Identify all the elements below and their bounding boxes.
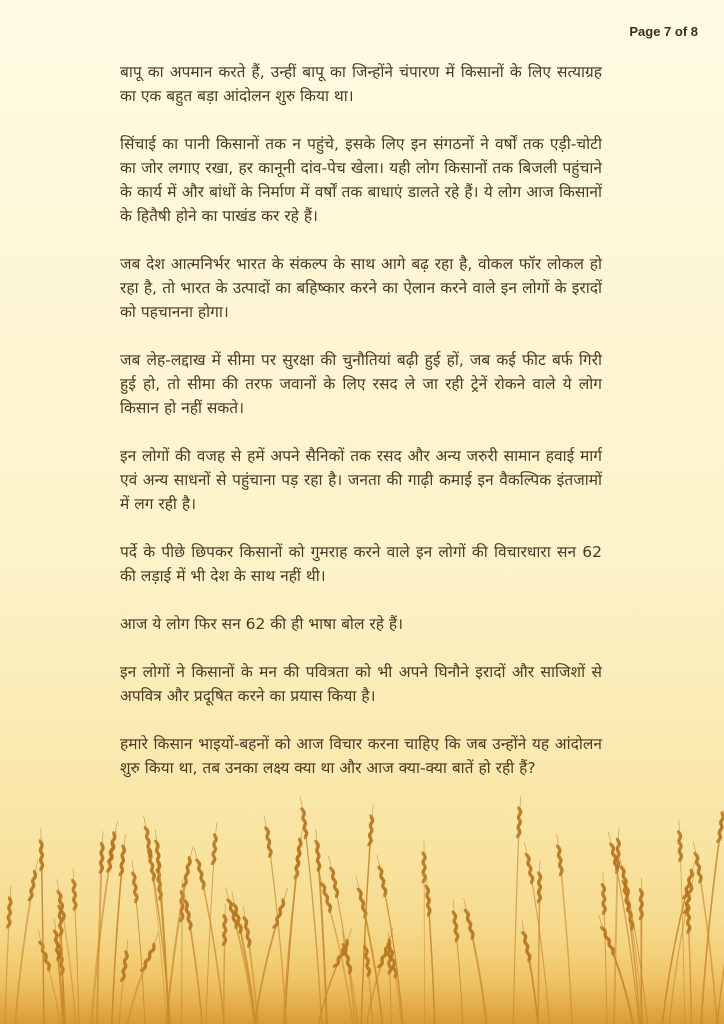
paragraph-2: सिंचाई का पानी किसानों तक न पहुंचे, इसके लिए इन संगठनों ने वर्षों तक एड़ी-चोटी का जोर लगाए रखा, हर कानूनी दांव-पेच खेला। यही लोग किसानों तक बिजली पहुंचाने के कार्य में और बांधों के निर्माण में वर्षों तक बाधाएं डालते रहे हैं। ये लोग आज किसानों के हितैषी होने का पाखंड कर रहे हैं।	[120, 135, 602, 225]
paragraph-3: जब देश आत्मनिर्भर भारत के संकल्प के साथ आगे बढ़ रहा है, वोकल फॉर लोकल हो रहा है, तो भारत के उत्पादों का बहिष्कार करने का ऐलान करने वाले इन लोगों के इरादों को पहचानना होगा।	[120, 255, 602, 321]
paragraph-4: जब लेह-लद्दाख में सीमा पर सुरक्षा की चुनौतियां बढ़ी हुई हों, जब कई फीट बर्फ गिरी हुई हो, तो सीमा की तरफ जवानों के लिए रसद ले जा रही ट्रेनें रोकने वाले ये लोग किसान हो नहीं सकते।	[120, 351, 602, 417]
paragraph-9: हमारे किसान भाइयों-बहनों को आज विचार करना चाहिए कि जब उन्होंने यह आंदोलन शुरु किया था, तब उनका लक्ष्य क्या था और आज क्या-क्या बातें हो रही हैं?	[120, 735, 602, 777]
document-body	[120, 60, 602, 804]
paragraph-1: बापू का अपमान करते हैं, उन्हीं बापू का जिन्होंने चंपारण में किसानों के लिए सत्याग्रह का एक बहुत बड़ा आंदोलन शुरु किया था।	[120, 63, 602, 105]
paragraph-8: इन लोगों ने किसानों के मन की पवित्रता को भी अपने घिनौने इरादों और साजिशों से अपवित्र और प्रदूषित करने का प्रयास किया है।	[120, 663, 602, 705]
paragraph-6: पर्दे के पीछे छिपकर किसानों को गुमराह करने वाले इन लोगों की विचारधारा सन 62 की लड़ाई में भी देश के साथ नहीं थी।	[120, 543, 602, 585]
page-number: Page 7 of 8	[629, 24, 698, 39]
wheat-field-illustration	[0, 784, 724, 1024]
paragraph-5: इन लोगों की वजह से हमें अपने सैनिकों तक रसद और अन्य जरुरी सामान हवाई मार्ग एवं अन्य साधनों से पहुंचाना पड़ रहा है। जनता की गाढ़ी कमाई इन वैकल्पिक इंतजामों में लग रही है।	[120, 447, 602, 513]
paragraph-7: आज ये लोग फिर सन 62 की ही भाषा बोल रहे हैं।	[120, 615, 403, 633]
